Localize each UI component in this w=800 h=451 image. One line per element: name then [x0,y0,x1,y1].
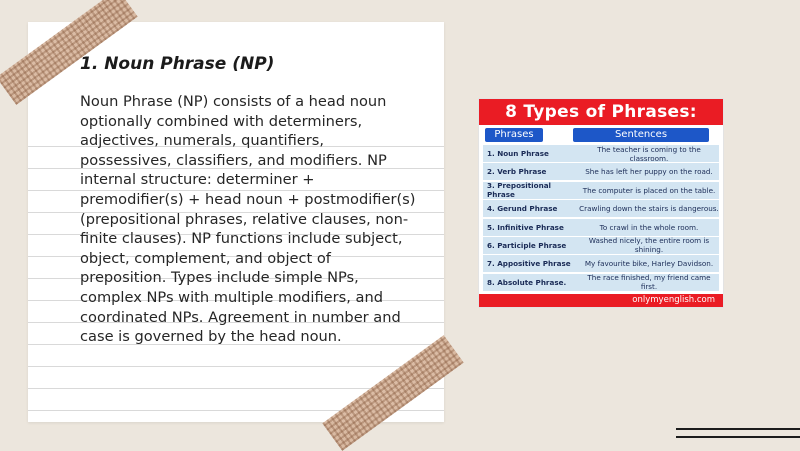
example-sentence: To crawl in the whole room. [599,222,699,232]
phrase-type: 5. Infinitive Phrase [487,222,564,232]
infographic-footer: onlymyenglish.com [479,294,723,307]
column-header-phrases: Phrases [485,128,543,142]
decorative-line [676,436,800,438]
list-item [483,274,719,291]
list-item [483,255,719,272]
example-sentence: She has left her puppy on the road. [585,167,713,177]
list-item [483,219,719,236]
phrase-type: 7. Appositive Phrase [487,259,571,269]
note-title: 1. Noun Phrase (NP) [80,54,275,74]
note-body: Noun Phrase (NP) consists of a head noun optionally combined with determiners, adjectives, numerals, quantifiers, possessives, classifiers, and modifiers. NP internal structure: determiner + premodifier(s) + head noun + postmodifier(s) (prepositional phrases, relative clauses, non-finite clauses). NP functions include subject, object, complement, and object of preposition. Types include simple NPs, complex NPs with multiple modifiers, and coordinated NPs. Agreement in number and case is governed by the head noun. [80,93,416,346]
example-sentence: The race finished, my friend came first. [587,273,711,292]
list-item [483,200,719,217]
list-item [483,182,719,199]
example-sentence: Washed nicely, the entire room is shining. [588,236,710,255]
infographic-header [479,127,723,143]
phrase-type: 2. Verb Phrase [487,167,547,177]
list-item [483,145,719,162]
phrase-type: 3. Prepositional Phrase [487,181,552,200]
infographic-title: 8 Types of Phrases: [479,99,723,125]
phrase-type: 8. Absolute Phrase. [487,277,567,287]
example-sentence: The teacher is coming to the classroom. [597,144,701,163]
list-item [483,163,719,180]
phrase-type: 4. Gerund Phrase [487,204,558,214]
phrase-type: 6. Participle Phrase [487,240,567,250]
infographic-rows [479,143,723,291]
example-sentence: The computer is placed on the table. [582,185,716,195]
example-sentence: My favourite bike, Harley Davidson. [584,259,714,269]
list-item [483,237,719,254]
decorative-line [676,428,800,430]
phrase-type: 1. Noun Phrase [487,149,549,158]
phrases-infographic [478,98,724,308]
column-header-sentences: Sentences [573,128,709,142]
example-sentence: Crawling down the stairs is dangerous. [579,204,719,214]
paper-rule [28,366,444,367]
